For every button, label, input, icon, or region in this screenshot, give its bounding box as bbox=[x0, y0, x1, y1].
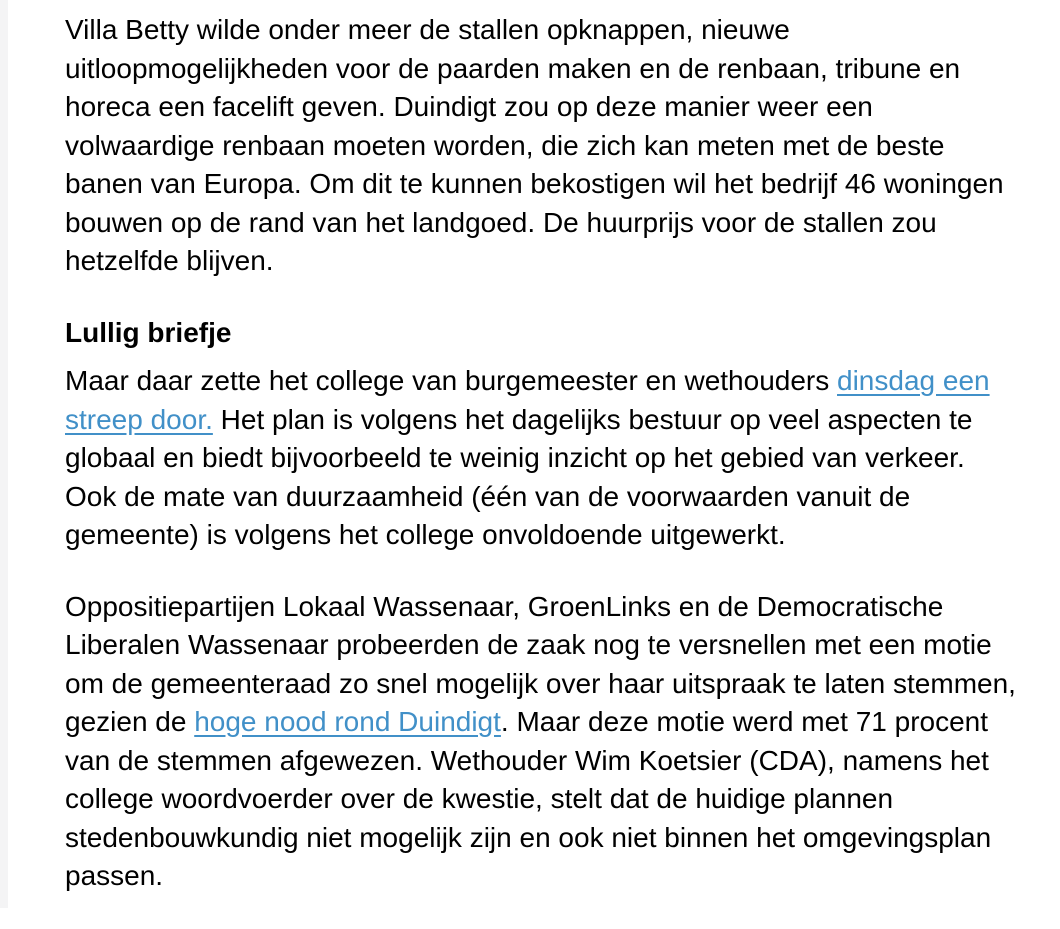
inline-link[interactable]: dinsdag een streep door. bbox=[65, 365, 990, 435]
article-body bbox=[65, 0, 1020, 929]
section-heading: Lullig briefje bbox=[65, 316, 232, 348]
inline-link[interactable]: hoge nood rond Duindigt bbox=[194, 706, 501, 737]
paragraph bbox=[65, 588, 1020, 896]
paragraph bbox=[65, 11, 1020, 281]
paragraph-text: Het plan is volgens het dagelijks bestuur op veel aspecten te globaal en biedt bijvoorbeeld te weinig inzicht op het gebied van verkeer. Ook de mate van duurzaamheid (één van de voorwaarden vanuit de gemeente) is volgens het college onvoldoende uitgewerkt. bbox=[65, 403, 973, 550]
paragraph-text: . Maar deze motie werd met 71 procent van de stemmen afgewezen. Wethouder Wim Koetsier (CDA), namens het college woordvoerder over de kwestie, stelt dat de huidige plannen stedenbouwkundig niet mogelijk zijn en ook niet binnen het omgevingsplan passen. bbox=[65, 706, 992, 891]
window-edge-strip bbox=[0, 0, 8, 908]
paragraph-text: Oppositiepartijen Lokaal Wassenaar, GroenLinks en de Democratische Liberalen Wassenaar probeerden de zaak nog te versnellen met een motie om de gemeenteraad zo snel mogelijk over haar uitspraak te laten stemmen, gezien de bbox=[65, 590, 1016, 737]
paragraph-text: Maar daar zette het college van burgemeester en wethouders bbox=[65, 365, 838, 396]
paragraph bbox=[65, 362, 1020, 555]
paragraph-text: Villa Betty wilde onder meer de stallen opknappen, nieuwe uitloopmogelijkheden voor de paarden maken en de renbaan, tribune en horeca een facelift geven. Duindigt zou op deze manier weer een volwaardige renbaan moeten worden, die zich kan meten met de beste banen van Europa. Om dit te kunnen bekostigen wil het bedrijf 46 woningen bouwen op de rand van het landgoed. De huurprijs voor de stallen zou hetzelfde blijven. bbox=[65, 14, 1004, 276]
